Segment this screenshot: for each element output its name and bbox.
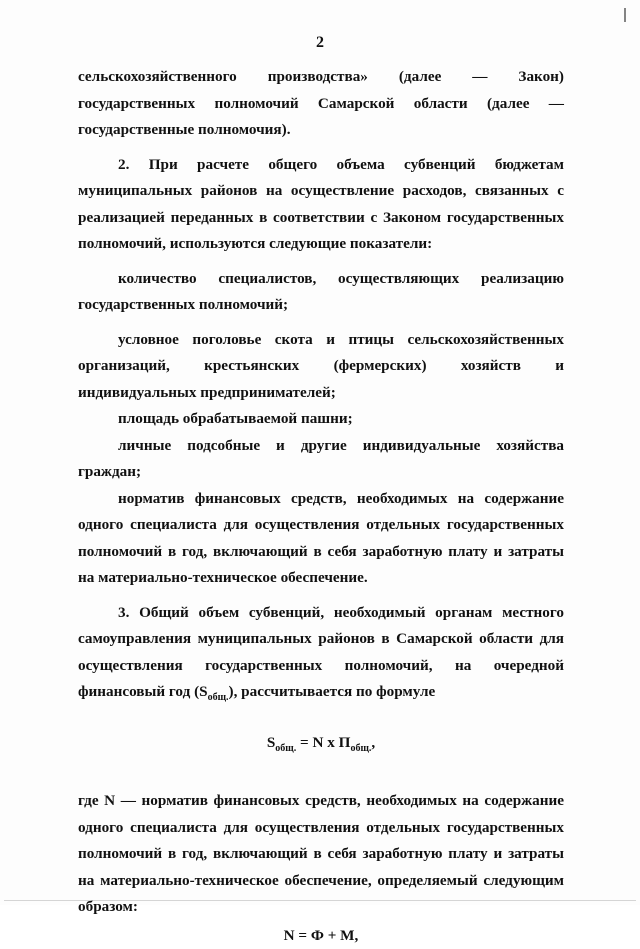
formula-middle: = N x П — [296, 733, 351, 751]
paragraph-3: количество специалистов, осуществляющих реализацию государственных полномочий; — [78, 269, 564, 313]
paragraph-5: площадь обрабатываемой пашни; — [118, 410, 353, 427]
paragraph-2: 2. При расчете общего объема субвенций бюджетам муниципальных районов на осуществление расходов, связанных с реализацией переданных в соответствии с Законом государственных полномочий, используются следующие показатели: — [78, 155, 564, 252]
formula-total-subvention — [78, 730, 564, 763]
document-body — [78, 64, 564, 949]
paragraph-6: личные подсобные и другие индивидуальные хозяйства граждан; — [78, 436, 564, 480]
formula-left-subscript: общ. — [275, 742, 297, 754]
paragraph-9: где N — норматив финансовых средств, необходимых на содержание одного специалиста для осуществления отдельных государственных полномочий в год, включающий в себя заработную плату и затраты на материально-техническое обеспечение, определяемый следующим образом: — [78, 792, 564, 916]
scan-edge-line — [4, 900, 636, 901]
paragraph-8-subscript: общ. — [207, 692, 229, 704]
paragraph-1: сельскохозяйственного производства» (далее — Закон) государственных полномочий Самарской области (далее — государственные полномочия). — [78, 68, 564, 138]
paragraph-8 — [78, 600, 564, 712]
formula-normative: N = Ф + М, — [283, 926, 359, 944]
page-number: 2 — [316, 34, 324, 51]
formula-left: S — [266, 733, 276, 751]
paragraph-8-text: 3. Общий объем субвенций, необходимый органам местного самоуправления муниципальных районов в Самарской области для осуществления государственных полномочий, на очередной финансовый год (S — [78, 603, 564, 700]
paragraph-7: норматив финансовых средств, необходимых на содержание одного специалиста для осуществления отдельных государственных полномочий в год, включающий в себя заработную плату и затраты на материально-техническое обеспечение. — [78, 489, 564, 586]
paragraph-4: условное поголовье скота и птицы сельскохозяйственных организаций, крестьянских (фермерских) хозяйств и индивидуальных предпринимателей; — [78, 330, 564, 401]
formula-right-subscript: общ. — [350, 742, 372, 754]
paragraph-8-tail: ), рассчитывается по формуле — [228, 683, 436, 700]
formula-end: , — [371, 733, 376, 751]
scan-artifact — [624, 8, 626, 22]
